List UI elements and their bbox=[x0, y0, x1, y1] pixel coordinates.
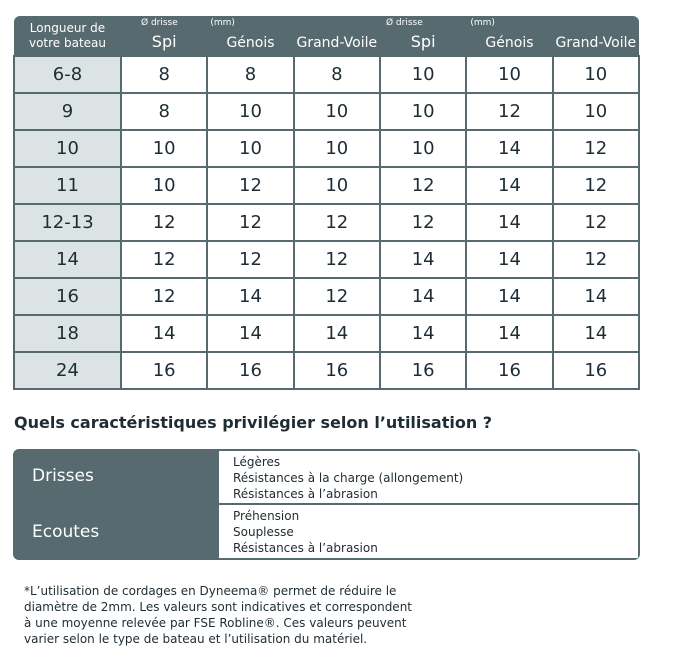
table-cell: 8 bbox=[294, 56, 380, 93]
footnote bbox=[24, 583, 524, 647]
footnote-line: diamètre de 2mm. Les valeurs sont indicatives et correspondent bbox=[24, 600, 413, 614]
table-cell: 10 bbox=[294, 167, 380, 204]
header-spi-1 bbox=[121, 16, 207, 56]
section-title: Quels caractéristiques privilégier selon l’utilisation ? bbox=[14, 413, 493, 432]
table-row bbox=[14, 352, 639, 389]
boat-length-cell: 24 bbox=[14, 352, 121, 389]
header-diameter-label-2: Ø drisse bbox=[385, 18, 423, 28]
boat-length-cell: 10 bbox=[14, 130, 121, 167]
table-cell: 14 bbox=[466, 167, 552, 204]
table-cell: 14 bbox=[294, 315, 380, 352]
table-cell: 12 bbox=[294, 278, 380, 315]
header-grand-voile-1-label: Grand-Voile bbox=[296, 35, 378, 51]
table-cell: 12 bbox=[207, 167, 293, 204]
list-item: Légères bbox=[233, 455, 281, 469]
boat-length-cell: 18 bbox=[14, 315, 121, 352]
table-cell: 12 bbox=[121, 278, 207, 315]
header-spi-2-label: Spi bbox=[410, 32, 436, 51]
table-cell: 10 bbox=[553, 56, 639, 93]
header-diameter-label: Ø drisse bbox=[141, 18, 178, 28]
table-cell: 16 bbox=[553, 352, 639, 389]
header-spi-2 bbox=[380, 16, 466, 56]
table-cell: 14 bbox=[466, 130, 552, 167]
usage-characteristics-list bbox=[219, 505, 638, 558]
table-cell: 10 bbox=[466, 56, 552, 93]
header-grand-voile-2 bbox=[553, 16, 639, 56]
table-cell: 12 bbox=[121, 204, 207, 241]
footnote-line: *L’utilisation de cordages en Dyneema® permet de réduire le bbox=[24, 584, 397, 598]
table-cell: 8 bbox=[121, 93, 207, 130]
boat-length-cell: 11 bbox=[14, 167, 121, 204]
table-cell: 12 bbox=[207, 204, 293, 241]
usage-row-drisses bbox=[13, 449, 640, 503]
header-genois-2 bbox=[466, 16, 552, 56]
table-cell: 8 bbox=[121, 56, 207, 93]
footnote-line: varier selon le type de bateau et l’utilisation du matériel. bbox=[24, 632, 368, 646]
table-cell: 8 bbox=[207, 56, 293, 93]
usage-characteristics-list bbox=[219, 451, 638, 503]
table-cell: 14 bbox=[466, 204, 552, 241]
header-spi-1-label: Spi bbox=[151, 32, 177, 51]
table-cell: 10 bbox=[380, 93, 466, 130]
table-cell: 12 bbox=[553, 167, 639, 204]
table-cell: 12 bbox=[553, 241, 639, 278]
table-cell: 14 bbox=[380, 315, 466, 352]
table-cell: 14 bbox=[466, 315, 552, 352]
usage-table bbox=[13, 449, 640, 560]
table-cell: 14 bbox=[207, 315, 293, 352]
table-cell: 14 bbox=[207, 278, 293, 315]
header-boat-length-line2: votre bateau bbox=[28, 35, 107, 50]
table-cell: 10 bbox=[553, 93, 639, 130]
boat-length-cell: 6-8 bbox=[14, 56, 121, 93]
table-cell: 14 bbox=[121, 315, 207, 352]
list-item: Préhension bbox=[233, 509, 300, 523]
table-cell: 16 bbox=[380, 352, 466, 389]
table-row bbox=[14, 241, 639, 278]
halyard-size-table bbox=[13, 16, 640, 390]
header-unit-label-2: (mm) bbox=[470, 18, 495, 28]
table-cell: 16 bbox=[207, 352, 293, 389]
table-cell: 14 bbox=[466, 241, 552, 278]
header-genois-2-label: Génois bbox=[485, 35, 534, 51]
list-item: Résistances à l’abrasion bbox=[233, 487, 378, 501]
table-cell: 10 bbox=[207, 93, 293, 130]
table-cell: 14 bbox=[553, 315, 639, 352]
header-boat-length-line1: Longueur de bbox=[29, 20, 106, 35]
table-cell: 16 bbox=[294, 352, 380, 389]
table-row bbox=[14, 56, 639, 93]
boat-length-cell: 14 bbox=[14, 241, 121, 278]
table-cell: 14 bbox=[553, 278, 639, 315]
table-cell: 14 bbox=[380, 241, 466, 278]
table-cell: 14 bbox=[466, 278, 552, 315]
table-row bbox=[14, 167, 639, 204]
table-cell: 10 bbox=[380, 130, 466, 167]
table-cell: 10 bbox=[121, 130, 207, 167]
table-cell: 12 bbox=[294, 204, 380, 241]
header-genois-1-label: Génois bbox=[226, 35, 275, 51]
usage-label: Drisses bbox=[32, 466, 94, 486]
usage-row-ecoutes bbox=[13, 505, 640, 559]
footnote-line: à une moyenne relevée par FSE Robline®. Ces valeurs peuvent bbox=[24, 616, 407, 630]
table-cell: 12 bbox=[380, 167, 466, 204]
list-item: Résistances à l’abrasion bbox=[233, 541, 378, 555]
table-cell: 12 bbox=[380, 204, 466, 241]
table-cell: 10 bbox=[380, 56, 466, 93]
table-cell: 12 bbox=[294, 241, 380, 278]
header-unit-label: (mm) bbox=[210, 18, 235, 28]
header-boat-length bbox=[14, 16, 121, 56]
table-cell: 16 bbox=[466, 352, 552, 389]
table-cell: 12 bbox=[553, 130, 639, 167]
header-genois-1 bbox=[207, 16, 293, 56]
table-cell: 10 bbox=[294, 130, 380, 167]
table-header-row bbox=[14, 16, 639, 56]
boat-length-cell: 16 bbox=[14, 278, 121, 315]
table-row bbox=[14, 278, 639, 315]
table-cell: 12 bbox=[121, 241, 207, 278]
table-row bbox=[14, 93, 639, 130]
boat-length-cell: 12-13 bbox=[14, 204, 121, 241]
table-cell: 12 bbox=[466, 93, 552, 130]
table-cell: 10 bbox=[121, 167, 207, 204]
table-cell: 10 bbox=[207, 130, 293, 167]
table-cell: 10 bbox=[294, 93, 380, 130]
list-item: Souplesse bbox=[233, 525, 294, 539]
table-row bbox=[14, 315, 639, 352]
table-row bbox=[14, 130, 639, 167]
table-cell: 12 bbox=[553, 204, 639, 241]
table-cell: 16 bbox=[121, 352, 207, 389]
header-grand-voile-2-label: Grand-Voile bbox=[555, 35, 637, 51]
boat-length-cell: 9 bbox=[14, 93, 121, 130]
table-row bbox=[14, 204, 639, 241]
list-item: Résistances à la charge (allongement) bbox=[233, 471, 464, 485]
table-cell: 12 bbox=[207, 241, 293, 278]
table-cell: 14 bbox=[380, 278, 466, 315]
usage-label: Ecoutes bbox=[32, 522, 100, 542]
header-grand-voile-1 bbox=[294, 16, 380, 56]
